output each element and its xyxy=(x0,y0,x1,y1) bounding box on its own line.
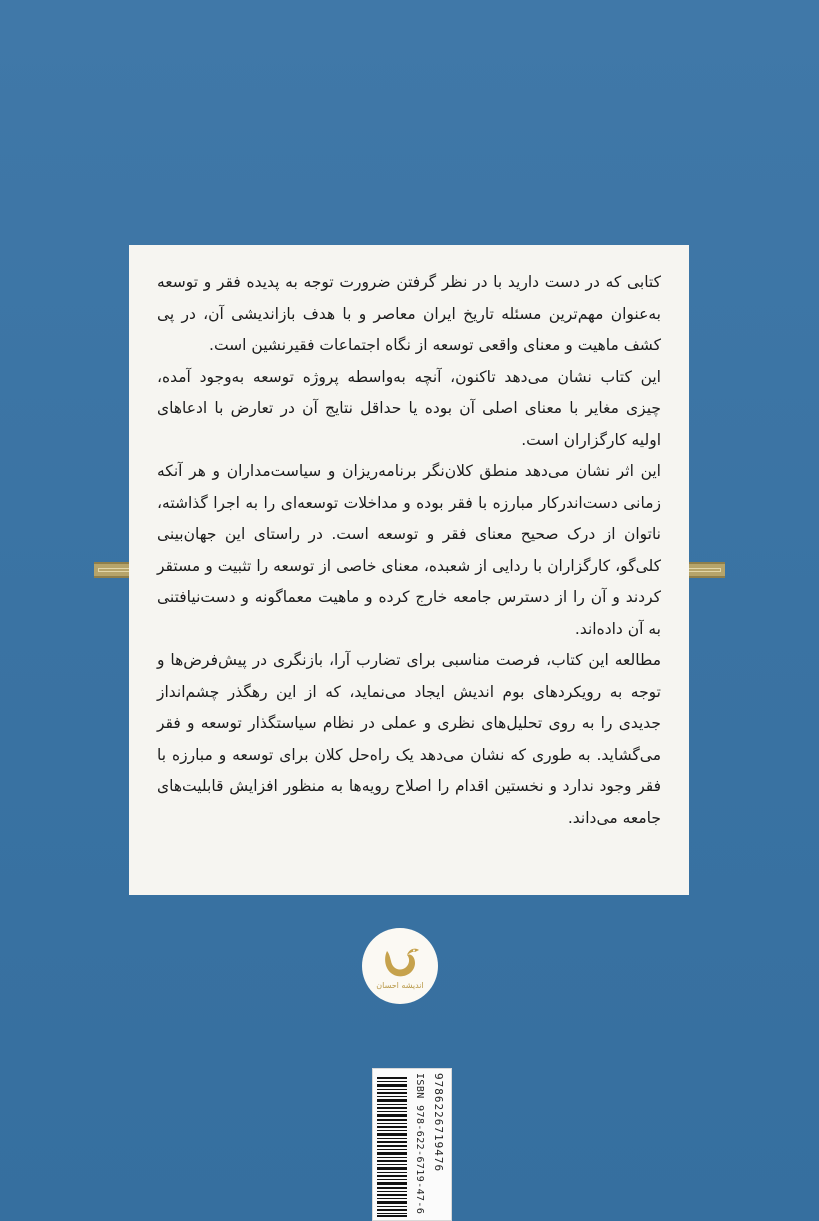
bird-logo-icon xyxy=(377,943,423,983)
paragraph-1: کتابی که در دست دارید با در نظر گرفتن ضرورت توجه به پدیده فقر و توسعه به‌عنوان مهم‌ترین مسئله تاریخ ایران معاصر و با هدف بازاندیشی آن، در پی کشف ماهیت و معنای واقعی توسعه از نگاه اجتماعات فقیرنشین است. xyxy=(157,273,661,354)
paragraph-3: این اثر نشان می‌دهد منطق کلان‌نگر برنامه‌ریزان و سیاست‌مداران و هر آنکه زمانی دست‌اندرکار مبارزه با فقر بوده و مداخلات توسعه‌ای را به اجرا گذاشته، ناتوان از درک صحیح معنای فقر و توسعه است. در راستای این جهان‌بینی کلی‌گو، کارگزاران با ردایی از شعبده، معنای خاصی از توسعه را تثبیت و مستقر کردند و آن را از دسترس جامعه خارج کرده و ماهیت معماگونه و دست‌نیافتنی به آن داده‌اند. xyxy=(157,462,661,638)
barcode-label xyxy=(372,1068,452,1221)
barcode-number: 9786226719476 xyxy=(432,1073,445,1173)
publisher-logo xyxy=(362,928,438,1004)
paragraph-2: این کتاب نشان می‌دهد تاکنون، آنچه به‌واسطه پروژه توسعه به‌وجود آمده، چیزی مغایر با معنای اصلی آن بوده یا حداقل نتایج آن در تعارض با ادعاهای اولیه کارگزاران است. xyxy=(157,367,661,449)
paragraph-4: مطالعه این کتاب، فرصت مناسبی برای تضارب آرا، بازنگری در پیش‌فرض‌ها و توجه به رویکردهای بوم اندیش ایجاد می‌نماید، که از این رهگذر چشم‌انداز جدیدی را به روی تحلیل‌های نظری و عملی در نظام سیاستگذار توسعه و فقر می‌گشاید. به طوری که نشان می‌دهد یک راه‌حل کلان برای توسعه و مبارزه با فقر وجود ندارد و نخستین اقدام را اصلاح رویه‌ها به منظور افزایش قابلیت‌های جامعه می‌داند. xyxy=(157,651,661,827)
barcode-bars xyxy=(377,1077,407,1217)
publisher-name: اندیشه احسان xyxy=(376,980,424,990)
description-panel xyxy=(129,245,689,895)
isbn-text: ISBN 978-622-6719-47-6 xyxy=(414,1073,425,1215)
